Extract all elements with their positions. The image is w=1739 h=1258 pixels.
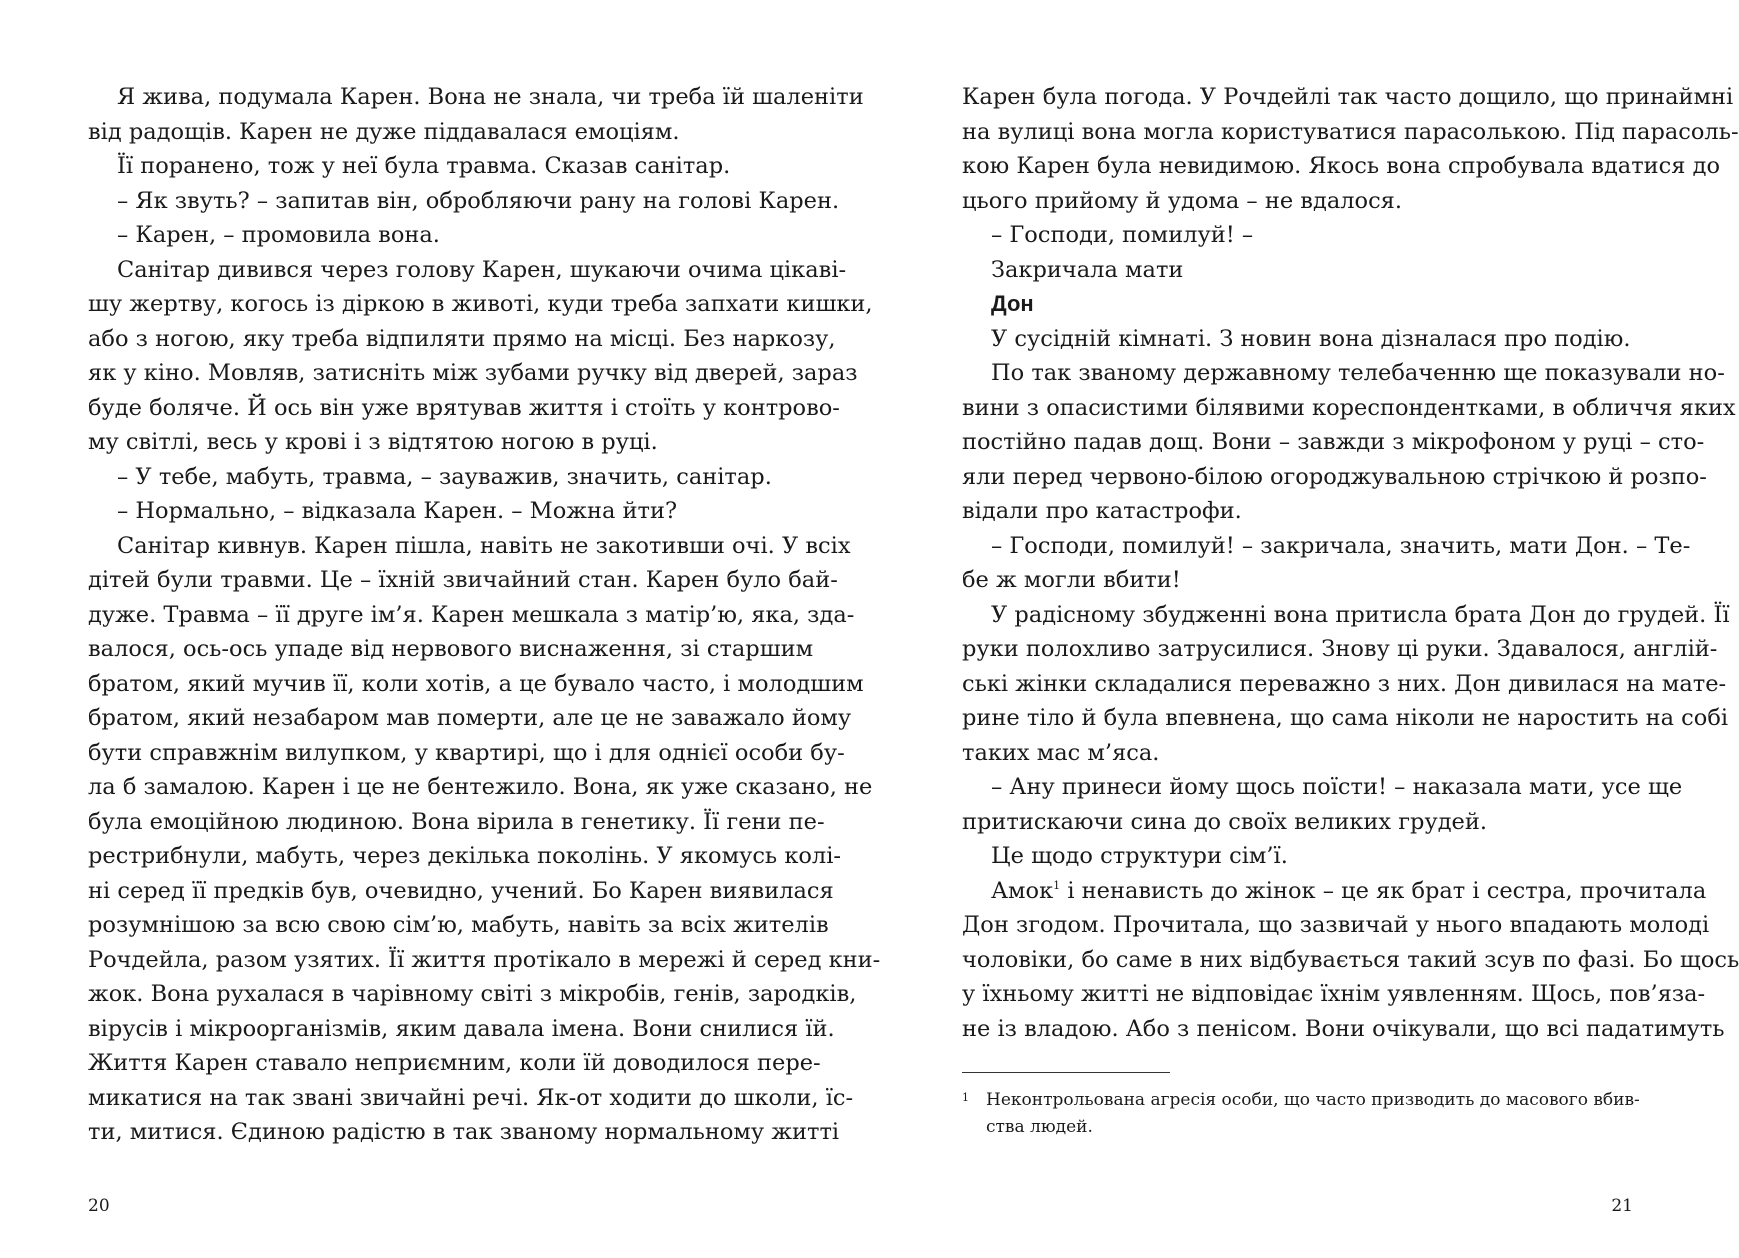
text-line: ла б замалою. Карен і це не бентежило. Вона, як уже сказано, не (88, 774, 873, 800)
text-line: – У тебе, мабуть, травма, – зауважив, значить, санітар. (117, 463, 772, 490)
text-line-rest: і ненависть до жінок – це як брат і сестра, прочитала (1067, 877, 1707, 904)
text-line: Я жива, подумала Карен. Вона не знала, чи треба їй шаленіти (117, 84, 864, 110)
text-line: рестрибнули, мабуть, через декілька поколінь. У якомусь колі- (88, 843, 842, 869)
text-line: ні серед її предків був, очевидно, учений. Бо Карен виявилася (88, 877, 834, 904)
text-line: цього прийому й удома – не вдалося. (962, 187, 1403, 214)
text-line: у їхньому житті не відповідає їхнім уявленням. Щось, пов’яза- (962, 981, 1706, 1007)
text-line: Це щодо структури сім’ї. (991, 843, 1288, 869)
text-line: кою Карен була невидимою. Якось вона спробувала вдатися до (962, 153, 1721, 179)
footnote-marker: 1 (962, 1091, 969, 1104)
text-line: була емоційною людиною. Вона вірила в генетику. Її гени пе- (88, 808, 825, 835)
text-line (962, 874, 1707, 909)
text-line: братом, який незабаром мав померти, але це не заважало йому (88, 705, 852, 731)
text-line: – Ану принеси йому щось поїсти! – наказала мати, усе ще (991, 774, 1683, 800)
text-line: руки полохливо затрусилися. Знову ці руки. Здавалося, англій- (962, 636, 1718, 662)
page-number-left: 20 (88, 1196, 110, 1216)
text-line: вірусів і мікроорганізмів, яким давала імена. Вони снилися їй. (88, 1015, 835, 1042)
text-line: ські жінки складалися переважно з них. Дон дивилася на мате- (962, 670, 1727, 697)
text-line: Санітар дивився через голову Карен, шукаючи очима цікаві- (117, 256, 847, 283)
text-line: жок. Вона рухалася в чарівному світі з мікробів, генів, зародків, (88, 981, 857, 1007)
text-line: як у кіно. Мовляв, затисніть між зубами ручку від дверей, зараз (88, 360, 858, 386)
text-line: таких мас м’яса. (962, 739, 1160, 766)
text-line: від радощів. Карен не дуже піддавалася емоціям. (88, 118, 680, 145)
text-line: Санітар кивнув. Карен пішла, навіть не закотивши очі. У всіх (117, 532, 851, 559)
text-line: валося, ось-ось упаде від нервового виснаження, зі старшим (88, 636, 814, 662)
text-line: ти, митися. Єдиною радістю в так званому нормальному житті (88, 1119, 840, 1145)
text-line: постійно падав дощ. Вони – завжди з мікрофоном у руці – сто- (962, 429, 1705, 455)
character-heading: Дон (991, 291, 1034, 316)
text-line: Її поранено, тож у неї була травма. Сказав санітар. (117, 153, 731, 179)
left-page (88, 80, 881, 1150)
text-line: По так званому державному телебаченню ще показували но- (991, 360, 1725, 386)
text-line: яли перед червоно-білою огороджувальною стрічкою й розпо- (962, 463, 1707, 490)
footnote-line: Неконтрольована агресія особи, що часто призводить до масового вбив- (986, 1090, 1640, 1110)
text-line: на вулиці вона могла користуватися парасолькою. Під парасоль- (962, 118, 1739, 145)
page-number-right: 21 (1611, 1196, 1633, 1216)
text-line: рине тіло й була впевнена, що сама ніколи не наростить на собі (962, 705, 1729, 731)
text-line: відали про катастрофи. (962, 498, 1242, 524)
text-line: Рочдейла, разом узятих. Її життя протікало в мережі й серед кни- (88, 946, 881, 973)
text-line: братом, який мучив її, коли хотів, а це бувало часто, і молодшим (88, 670, 864, 697)
footnote-line: ства людей. (986, 1117, 1093, 1137)
text-line: або з ногою, яку треба відпиляти прямо на місці. Без наркозу, (88, 325, 836, 352)
footnote-divider (962, 1072, 1170, 1073)
right-page (962, 80, 1739, 1141)
text-line: Життя Карен ставало неприємним, коли їй доводилося пере- (88, 1050, 821, 1076)
text-line: У радісному збудженні вона притисла брата Дон до грудей. Її (991, 601, 1730, 628)
text-line: дітей були травми. Це – їхній звичайний стан. Карен було бай- (88, 567, 838, 593)
amok-word: Амок (991, 877, 1054, 904)
text-line: – Як звуть? – запитав він, обробляючи рану на голові Карен. (117, 187, 840, 214)
text-line: дуже. Травма – її друге ім’я. Карен мешкала з матір’ю, яка, зда- (88, 601, 855, 628)
text-line: – Нормально, – відказала Карен. – Можна йти? (117, 498, 678, 524)
text-line: буде боляче. Й ось він уже врятував життя і стоїть у контрово- (88, 394, 840, 421)
text-line: микатися на так звані звичайні речі. Як-от ходити до школи, їс- (88, 1084, 854, 1111)
text-line: розумнішою за всю свою сім’ю, мабуть, навіть за всіх жителів (88, 912, 829, 938)
text-line: Дон згодом. Прочитала, що зазвичай у нього впадають молоді (962, 912, 1710, 938)
text-line: – Карен, – промовила вона. (117, 222, 440, 248)
text-line: У сусідній кімнаті. З новин вона дізналася про подію. (991, 325, 1631, 352)
footnote (962, 1087, 1640, 1141)
text-line: не із владою. Або з пенісом. Вони очікували, що всі падатимуть (962, 1015, 1725, 1042)
text-line: – Господи, помилуй! – (991, 222, 1254, 248)
text-line: притискаючи сина до своїх великих грудей. (962, 808, 1488, 835)
text-line: шу жертву, когось із діркою в животі, куди треба запхати кишки, (88, 291, 873, 317)
text-line: бути справжнім вилупком, у квартирі, що і для однієї особи бу- (88, 739, 845, 766)
text-line: чоловіки, бо саме в них відбувається такий зсув по фазі. Бо щось (962, 946, 1739, 973)
text-line: – Господи, помилуй! – закричала, значить, мати Дон. – Те- (991, 532, 1691, 559)
text-line: Карен була погода. У Рочдейлі так часто дощило, що принаймні (962, 84, 1734, 110)
text-line: вини з опасистими білявими кореспондентками, в обличчя яких (962, 394, 1736, 421)
text-line: му світлі, весь у крові і з відтятою ногою в руці. (88, 429, 658, 455)
text-line: бе ж могли вбити! (962, 567, 1181, 593)
footnote-reference[interactable]: 1 (1053, 878, 1061, 892)
text-line: Закричала мати (991, 256, 1184, 283)
